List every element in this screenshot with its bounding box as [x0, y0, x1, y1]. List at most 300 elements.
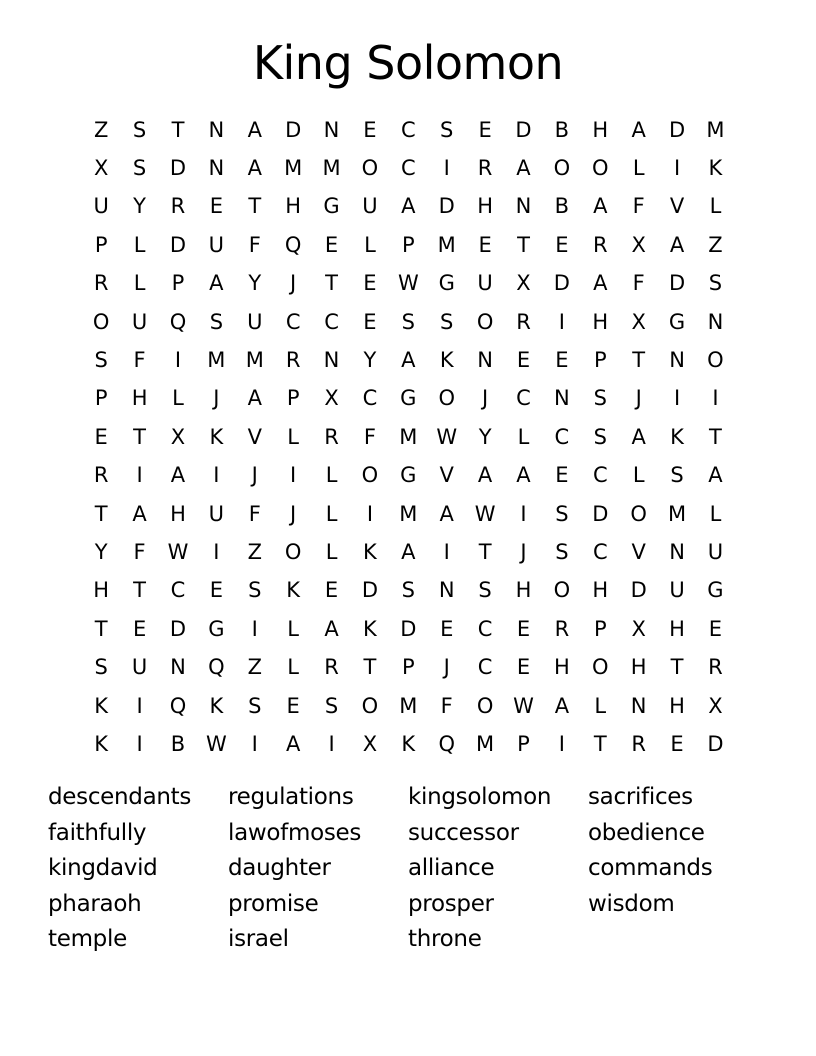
grid-letter: J: [290, 271, 297, 296]
grid-letter: L: [632, 463, 645, 488]
grid-letter: R: [477, 156, 493, 181]
grid-letter: S: [94, 348, 108, 373]
grid-letter: W: [513, 693, 534, 718]
grid-letter: S: [209, 309, 224, 334]
grid-letter: H: [592, 578, 609, 603]
grid-letter: D: [285, 117, 302, 142]
grid-letter: Z: [247, 655, 262, 680]
grid-letter: E: [286, 693, 300, 718]
grid-letter: L: [133, 271, 146, 296]
grid-letter: I: [443, 156, 450, 181]
grid-letter: A: [516, 463, 531, 488]
grid-letter: S: [555, 501, 569, 526]
grid-letter: K: [209, 424, 224, 449]
grid-letter: J: [443, 655, 450, 680]
grid-letter: I: [213, 463, 220, 488]
grid-letter: Q: [208, 655, 225, 680]
grid-letter: S: [248, 693, 262, 718]
grid-letter: M: [399, 693, 418, 718]
grid-letter: N: [438, 578, 455, 603]
grid-letter: N: [669, 539, 685, 564]
grid-letter: D: [668, 271, 686, 296]
grid-letter: X: [631, 616, 646, 641]
grid-letter: L: [364, 232, 376, 257]
grid-letter: X: [170, 424, 186, 449]
grid-letter: K: [670, 424, 684, 449]
grid-letter: C: [477, 655, 493, 680]
grid-letter: L: [632, 156, 645, 181]
grid-letter: E: [132, 616, 147, 641]
grid-letter: C: [554, 424, 570, 449]
grid-letter: T: [632, 348, 646, 373]
grid-letter: L: [133, 232, 146, 257]
grid-letter: N: [208, 156, 225, 181]
grid-letter: H: [669, 616, 685, 641]
grid-letter: E: [670, 731, 684, 756]
grid-letter: M: [284, 156, 303, 181]
grid-letter: K: [209, 693, 224, 718]
grid-letter: G: [208, 616, 225, 641]
grid-letter: U: [208, 501, 225, 526]
grid-letter: K: [286, 578, 301, 603]
grid-letter: B: [554, 194, 570, 219]
grid-letter: V: [631, 539, 646, 564]
grid-letter: E: [555, 232, 569, 257]
grid-letter: M: [245, 348, 264, 373]
grid-letter: D: [169, 616, 187, 641]
grid-letter: R: [324, 424, 339, 449]
grid-letter: R: [516, 309, 531, 334]
grid-letter: A: [593, 271, 608, 296]
grid-letter: A: [401, 194, 416, 219]
grid-letter: R: [592, 232, 608, 257]
grid-letter: W: [205, 731, 227, 756]
grid-letter: O: [553, 156, 571, 181]
grid-letter: A: [324, 616, 339, 641]
grid-letter: O: [476, 693, 494, 718]
word-list-item: obedience: [588, 819, 705, 846]
grid-letter: T: [94, 501, 108, 526]
grid-letter: A: [593, 194, 608, 219]
grid-letter: N: [323, 117, 340, 142]
grid-letter: W: [436, 424, 458, 449]
grid-letter: L: [172, 386, 184, 411]
grid-letter: N: [707, 309, 724, 334]
grid-letter: T: [325, 271, 338, 296]
grid-letter: Y: [94, 539, 108, 564]
grid-letter: E: [363, 271, 377, 296]
grid-letter: H: [630, 655, 647, 680]
grid-letter: U: [477, 271, 493, 296]
grid-letter: S: [94, 655, 108, 680]
grid-letter: V: [247, 424, 262, 449]
grid-letter: H: [515, 578, 532, 603]
grid-letter: Q: [438, 731, 455, 756]
grid-letter: K: [439, 348, 454, 373]
grid-letter: I: [136, 731, 143, 756]
grid-letter: A: [631, 117, 646, 142]
grid-letter: T: [670, 655, 684, 680]
grid-letter: S: [132, 156, 147, 181]
grid-letter: F: [363, 424, 376, 449]
grid-letter: C: [400, 117, 416, 142]
word-list-item: temple: [48, 926, 127, 953]
grid-letter: P: [401, 232, 415, 257]
grid-letter: C: [400, 156, 416, 181]
grid-letter: F: [632, 271, 645, 296]
word-list-item: israel: [228, 926, 289, 953]
grid-letter: T: [171, 117, 185, 142]
grid-letter: H: [285, 194, 302, 219]
word-list: [48, 780, 768, 958]
grid-letter: P: [94, 232, 108, 257]
grid-letter: L: [517, 424, 530, 449]
grid-letter: M: [667, 501, 687, 526]
grid-letter: O: [361, 693, 379, 718]
grid-letter: O: [284, 539, 302, 564]
grid-letter: D: [630, 578, 647, 603]
grid-letter: S: [670, 463, 684, 488]
grid-letter: K: [363, 616, 377, 641]
grid-letter: U: [247, 309, 263, 334]
grid-letter: W: [474, 501, 496, 526]
grid-letter: S: [593, 424, 607, 449]
grid-letter: U: [131, 309, 148, 334]
word-list-item: wisdom: [588, 890, 675, 917]
grid-letter: I: [251, 616, 258, 641]
grid-letter: C: [592, 539, 608, 564]
grid-letter: N: [554, 386, 570, 411]
grid-letter: J: [213, 386, 220, 411]
grid-letter: S: [708, 271, 723, 296]
grid-letter: K: [401, 731, 416, 756]
grid-letter: D: [438, 194, 455, 219]
grid-letter: D: [361, 578, 379, 603]
word-list-item: commands: [588, 855, 713, 882]
grid-letter: U: [362, 194, 378, 219]
grid-letter: N: [477, 348, 493, 373]
grid-letter: O: [92, 309, 110, 334]
grid-letter: G: [400, 463, 417, 488]
grid-letter: T: [517, 232, 530, 257]
word-list-item: faithfully: [48, 819, 147, 846]
grid-letter: A: [209, 271, 224, 296]
grid-letter: Q: [284, 232, 302, 257]
grid-letter: J: [520, 539, 527, 564]
grid-letter: X: [516, 271, 531, 296]
grid-letter: E: [363, 117, 377, 142]
grid-letter: D: [592, 501, 609, 526]
grid-letter: A: [477, 463, 493, 488]
grid-letter: E: [478, 232, 492, 257]
grid-letter: Z: [247, 539, 262, 564]
grid-letter: L: [325, 501, 338, 526]
grid-letter: P: [401, 655, 415, 680]
word-list-item: promise: [228, 890, 319, 917]
grid-letter: G: [438, 271, 455, 296]
grid-letter: V: [439, 463, 454, 488]
grid-letter: H: [93, 578, 110, 603]
grid-letter: E: [209, 578, 223, 603]
grid-letter: J: [635, 386, 642, 411]
grid-letter: O: [361, 463, 379, 488]
grid-letter: D: [553, 271, 570, 296]
grid-letter: S: [440, 309, 454, 334]
grid-letter: H: [170, 501, 186, 526]
grid-letter: Z: [708, 232, 723, 257]
grid-letter: I: [174, 348, 182, 373]
grid-letter: I: [558, 309, 565, 334]
grid-letter: M: [476, 731, 495, 756]
word-list-item: pharaoh: [48, 890, 142, 917]
grid-letter: I: [366, 501, 374, 526]
grid-letter: D: [169, 232, 187, 257]
grid-letter: H: [669, 693, 685, 718]
grid-letter: P: [593, 348, 607, 373]
grid-letter: A: [401, 348, 416, 373]
grid-letter: Y: [363, 348, 377, 373]
grid-letter: O: [438, 386, 455, 411]
grid-letter: E: [324, 578, 339, 603]
grid-letter: I: [520, 501, 527, 526]
grid-letter: O: [476, 309, 494, 334]
word-list-item: prosper: [408, 890, 494, 917]
grid-letter: K: [708, 156, 723, 181]
grid-letter: S: [478, 578, 492, 603]
grid-letter: N: [515, 194, 532, 219]
word-list-item: throne: [408, 926, 482, 953]
grid-letter: S: [440, 117, 454, 142]
word-list-item: lawofmoses: [228, 819, 362, 846]
grid-letter: N: [170, 655, 186, 680]
grid-letter: F: [133, 348, 146, 373]
grid-letter: S: [593, 386, 607, 411]
grid-letter: I: [136, 463, 143, 488]
grid-letter: E: [209, 194, 223, 219]
grid-letter: Y: [478, 424, 492, 449]
grid-letter: O: [707, 348, 724, 373]
grid-letter: C: [477, 616, 493, 641]
grid-letter: A: [631, 424, 646, 449]
grid-letter: T: [133, 578, 146, 603]
grid-letter: T: [248, 194, 262, 219]
grid-letter: P: [517, 731, 530, 756]
grid-letter: N: [208, 117, 225, 142]
grid-letter: D: [668, 117, 686, 142]
grid-letter: J: [251, 463, 258, 488]
grid-letter: B: [170, 731, 186, 756]
grid-letter: X: [708, 693, 723, 718]
grid-letter: L: [709, 501, 722, 526]
word-list-item: regulations: [228, 784, 354, 810]
grid-letter: R: [708, 655, 723, 680]
grid-letter: X: [631, 309, 646, 334]
grid-letter: F: [632, 194, 645, 219]
grid-letter: E: [516, 655, 531, 680]
word-list-item: sacrifices: [588, 784, 693, 810]
grid-letter: A: [669, 232, 685, 257]
grid-letter: Y: [133, 194, 146, 219]
grid-letter: C: [285, 309, 301, 334]
grid-letter: A: [247, 386, 262, 411]
grid-letter: L: [287, 616, 299, 641]
grid-letter: T: [709, 424, 722, 449]
grid-letter: L: [709, 194, 722, 219]
grid-letter: X: [324, 386, 339, 411]
grid-letter: G: [668, 309, 686, 334]
grid-letter: P: [593, 616, 607, 641]
grid-letter: O: [592, 156, 609, 181]
grid-letter: I: [558, 731, 565, 756]
grid-letter: J: [290, 501, 297, 526]
grid-letter: D: [400, 616, 417, 641]
grid-letter: A: [439, 501, 454, 526]
grid-letter: H: [131, 386, 148, 411]
grid-letter: R: [554, 616, 570, 641]
grid-letter: C: [592, 463, 608, 488]
grid-letter: H: [592, 309, 609, 334]
grid-letter: K: [363, 539, 377, 564]
grid-letter: L: [287, 424, 299, 449]
grid-letter: D: [707, 731, 724, 756]
grid-letter: J: [482, 386, 489, 411]
grid-letter: T: [593, 731, 607, 756]
grid-letter: R: [170, 194, 186, 219]
grid-letter: D: [515, 117, 532, 142]
grid-letter: X: [631, 232, 646, 257]
grid-letter: E: [94, 424, 108, 449]
grid-letter: I: [251, 731, 258, 756]
grid-letter: I: [673, 386, 681, 411]
grid-letter: T: [94, 616, 108, 641]
grid-letter: P: [94, 386, 108, 411]
grid-letter: A: [247, 156, 262, 181]
grid-letter: M: [437, 232, 456, 257]
word-list-item: kingdavid: [48, 855, 158, 882]
grid-letter: M: [399, 501, 418, 526]
grid-letter: I: [136, 693, 143, 718]
grid-letter: E: [478, 117, 492, 142]
grid-letter: I: [673, 156, 681, 181]
grid-letter: G: [400, 386, 417, 411]
grid-letter: W: [397, 271, 419, 296]
grid-letter: H: [477, 194, 493, 219]
grid-letter: I: [290, 463, 297, 488]
grid-letter: K: [94, 731, 109, 756]
grid-letter: I: [712, 386, 719, 411]
grid-letter: S: [132, 117, 147, 142]
grid-letter: G: [323, 194, 340, 219]
grid-letter: U: [707, 539, 724, 564]
word-list-item: successor: [408, 819, 519, 846]
grid-letter: O: [592, 655, 609, 680]
grid-letter: E: [363, 309, 377, 334]
grid-letter: L: [594, 693, 607, 718]
grid-letter: M: [399, 424, 418, 449]
grid-letter: U: [131, 655, 148, 680]
grid-letter: R: [324, 655, 339, 680]
grid-letter: F: [133, 539, 146, 564]
grid-letter: S: [401, 578, 415, 603]
grid-letter: I: [443, 539, 450, 564]
grid-letter: F: [440, 693, 453, 718]
grid-letter: E: [440, 616, 454, 641]
grid-letter: M: [706, 117, 725, 142]
grid-letter: E: [516, 348, 531, 373]
grid-letter: C: [170, 578, 186, 603]
grid-letter: U: [669, 578, 685, 603]
grid-letter: K: [94, 693, 109, 718]
grid-letter: M: [207, 348, 226, 373]
grid-letter: E: [555, 463, 569, 488]
grid-letter: A: [170, 463, 186, 488]
grid-letter: W: [167, 539, 189, 564]
grid-letter: G: [707, 578, 724, 603]
page-title: King Solomon: [252, 36, 564, 90]
grid-letter: S: [248, 578, 262, 603]
grid-letter: C: [324, 309, 339, 334]
grid-letter: M: [322, 156, 341, 181]
grid-letter: N: [323, 348, 340, 373]
grid-letter: T: [133, 424, 146, 449]
grid-letter: E: [555, 348, 569, 373]
grid-letter: E: [516, 616, 531, 641]
grid-letter: Y: [248, 271, 262, 296]
grid-letter: S: [401, 309, 415, 334]
grid-letter: D: [169, 156, 187, 181]
grid-letter: T: [363, 655, 377, 680]
grid-letter: B: [554, 117, 570, 142]
grid-letter: I: [328, 731, 335, 756]
grid-letter: Z: [94, 117, 109, 142]
grid-letter: O: [553, 578, 571, 603]
word-list-item: descendants: [48, 784, 192, 810]
grid-letter: A: [285, 731, 301, 756]
grid-letter: A: [554, 693, 570, 718]
grid-letter: N: [630, 693, 647, 718]
word-list-item: kingsolomon: [408, 784, 552, 810]
grid-letter: U: [93, 194, 109, 219]
grid-letter: P: [171, 271, 185, 296]
word-list-item: alliance: [408, 855, 495, 882]
grid-letter: Q: [169, 309, 187, 334]
grid-letter: A: [247, 117, 262, 142]
grid-letter: L: [287, 655, 299, 680]
grid-letter: A: [401, 539, 416, 564]
grid-letter: F: [248, 501, 261, 526]
word-list-item: daughter: [228, 855, 331, 882]
grid-letter: T: [478, 539, 492, 564]
grid-letter: E: [708, 616, 723, 641]
grid-letter: R: [631, 731, 646, 756]
grid-letter: R: [285, 348, 301, 373]
grid-letter: R: [93, 271, 109, 296]
grid-letter: A: [708, 463, 723, 488]
grid-letter: C: [516, 386, 531, 411]
grid-letter: L: [325, 463, 338, 488]
grid-letter: A: [132, 501, 147, 526]
grid-letter: H: [553, 655, 570, 680]
grid-letter: S: [324, 693, 339, 718]
grid-letter: X: [94, 156, 109, 181]
grid-letter: X: [362, 731, 378, 756]
grid-letter: U: [208, 232, 225, 257]
grid-letter: E: [324, 232, 339, 257]
grid-letter: N: [669, 348, 685, 373]
grid-letter: A: [516, 156, 531, 181]
grid-letter: Q: [169, 693, 187, 718]
grid-letter: R: [93, 463, 109, 488]
